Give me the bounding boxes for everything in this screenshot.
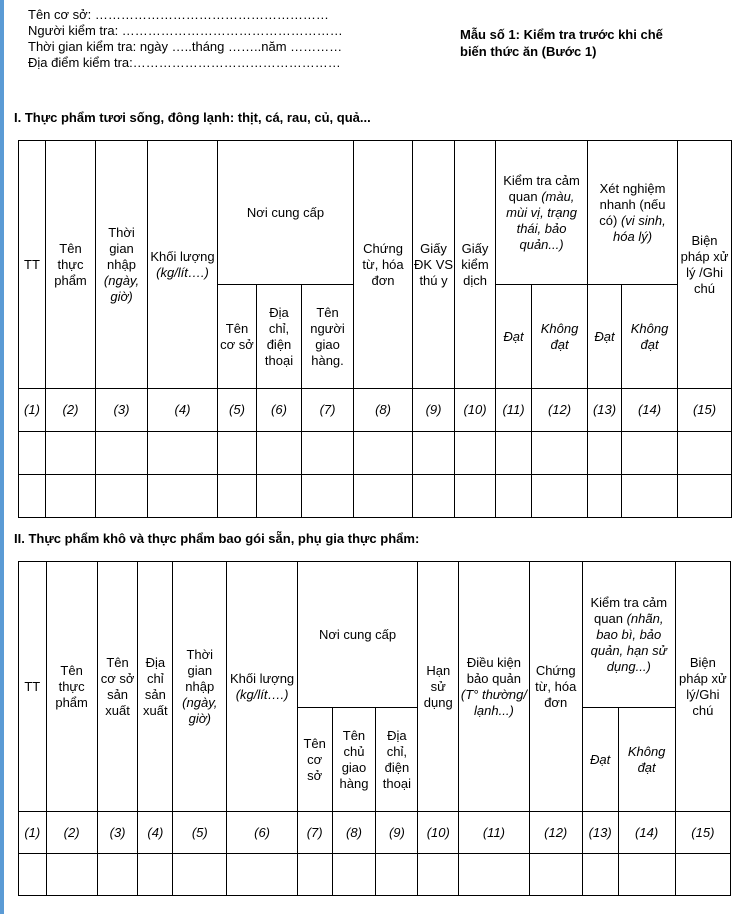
header-rapid-test <box>588 141 678 285</box>
column-number: (10) <box>418 812 459 854</box>
header-sensory-check-note: (màu, mùi vị, trạng thái, bảo quản...) <box>506 188 577 252</box>
header-remedy: Biện pháp xử lý/Ghi chú <box>675 562 730 812</box>
header-facility-name: Tên cơ sở <box>297 708 332 812</box>
empty-cell[interactable] <box>413 432 455 475</box>
header-quarantine: Giấy kiểm dịch <box>455 141 496 389</box>
column-number-row <box>19 812 731 854</box>
header-address-phone: Địa chỉ, điện thoại <box>257 285 302 389</box>
header-import-time-note: (ngày, giờ) <box>103 272 140 304</box>
header-delivery-owner: Tên chủ giao hàng <box>332 708 376 812</box>
header-supplier: Nơi cung cấp <box>297 562 418 708</box>
form-info-block <box>28 7 343 71</box>
header-address-phone: Địa chỉ, điện thoại <box>376 708 418 812</box>
empty-cell[interactable] <box>46 854 97 896</box>
header-sensory-fail: Không đạt <box>618 708 675 812</box>
empty-cell[interactable] <box>218 432 257 475</box>
column-number: (13) <box>582 812 618 854</box>
header-import-time-label: Thời gian nhập <box>107 224 136 272</box>
column-number-row <box>19 389 732 432</box>
empty-cell[interactable] <box>46 475 96 518</box>
column-number: (5) <box>218 389 257 432</box>
header-tt: TT <box>19 562 47 812</box>
empty-cell[interactable] <box>257 432 302 475</box>
header-import-time <box>96 141 148 389</box>
header-storage-condition-note: (T° thường/ lạnh...) <box>460 686 527 718</box>
header-vet-registration: Giấy ĐK VS thú y <box>413 141 455 389</box>
column-number: (6) <box>257 389 302 432</box>
inspection-time-line: Thời gian kiểm tra: ngày …..tháng ……..năm ………… <box>28 39 343 54</box>
header-sensory-check <box>582 562 675 708</box>
header-invoice: Chứng từ, hóa đơn <box>529 562 582 812</box>
header-sensory-pass: Đạt <box>582 708 618 812</box>
empty-cell[interactable] <box>455 475 496 518</box>
column-number: (5) <box>173 812 227 854</box>
header-tt: TT <box>19 141 46 389</box>
column-number: (2) <box>46 812 97 854</box>
section1-table <box>18 140 732 518</box>
header-weight-note: (kg/lít….) <box>235 686 289 702</box>
column-number: (1) <box>19 389 46 432</box>
header-weight-label: Khối lượng <box>229 670 295 686</box>
column-number: (11) <box>459 812 529 854</box>
header-weight <box>227 562 297 812</box>
column-number: (12) <box>532 389 588 432</box>
column-number: (8) <box>332 812 376 854</box>
header-rapid-test-note: (vi sinh, hóa lý) <box>613 212 666 244</box>
column-number: (13) <box>588 389 622 432</box>
form-title-line2: biến thức ăn (Bước 1) <box>460 44 597 59</box>
header-sensory-check <box>496 141 588 285</box>
section2-title: II. Thực phẩm khô và thực phẩm bao gói sẵn, phụ gia thực phẩm: <box>14 531 420 546</box>
empty-cell[interactable] <box>529 854 582 896</box>
column-number: (9) <box>376 812 418 854</box>
table-row <box>19 432 732 475</box>
section1-title: I. Thực phẩm tươi sống, đông lạnh: thịt, cá, rau, củ, quả... <box>14 110 371 125</box>
header-sensory-fail: Không đạt <box>532 285 588 389</box>
empty-cell[interactable] <box>459 854 529 896</box>
table-row <box>19 854 731 896</box>
table-row <box>19 475 732 518</box>
empty-cell[interactable] <box>496 475 532 518</box>
header-manufacturer-address: Địa chỉ sản xuất <box>138 562 173 812</box>
header-supplier: Nơi cung cấp <box>218 141 354 285</box>
empty-cell[interactable] <box>19 475 46 518</box>
empty-cell[interactable] <box>678 432 732 475</box>
empty-cell[interactable] <box>678 475 732 518</box>
header-food-name: Tên thực phẩm <box>46 562 97 812</box>
header-facility-name: Tên cơ sở <box>218 285 257 389</box>
empty-cell[interactable] <box>332 854 376 896</box>
inspector-line: Người kiểm tra: …………………………………………… <box>28 23 343 38</box>
empty-cell[interactable] <box>302 475 354 518</box>
empty-cell[interactable] <box>354 475 413 518</box>
column-number: (14) <box>618 812 675 854</box>
header-import-time <box>173 562 227 812</box>
header-remedy: Biện pháp xử lý /Ghi chú <box>678 141 732 389</box>
header-manufacturer: Tên cơ sở sản xuất <box>97 562 138 812</box>
empty-cell[interactable] <box>455 432 496 475</box>
empty-cell[interactable] <box>19 432 46 475</box>
header-delivery-person: Tên người giao hàng. <box>302 285 354 389</box>
empty-cell[interactable] <box>418 854 459 896</box>
empty-cell[interactable] <box>622 475 678 518</box>
header-storage-condition <box>459 562 529 812</box>
header-test-pass: Đạt <box>588 285 622 389</box>
header-expiry: Hạn sử dụng <box>418 562 459 812</box>
empty-cell[interactable] <box>618 854 675 896</box>
header-import-time-note: (ngày, giờ) <box>182 694 218 726</box>
column-number: (7) <box>302 389 354 432</box>
column-number: (14) <box>622 389 678 432</box>
empty-cell[interactable] <box>218 475 257 518</box>
column-number: (15) <box>675 812 730 854</box>
header-storage-condition-label: Điều kiện bảo quản <box>466 654 522 686</box>
column-number: (3) <box>96 389 148 432</box>
header-import-time-label: Thời gian nhập <box>185 646 215 694</box>
column-number: (3) <box>97 812 138 854</box>
empty-cell[interactable] <box>588 432 622 475</box>
empty-cell[interactable] <box>148 475 218 518</box>
column-number: (12) <box>529 812 582 854</box>
empty-cell[interactable] <box>138 854 173 896</box>
section2-table <box>18 561 731 896</box>
empty-cell[interactable] <box>582 854 618 896</box>
empty-cell[interactable] <box>19 854 47 896</box>
form-title-line1: Mẫu số 1: Kiểm tra trước khi chế <box>460 27 663 42</box>
header-sensory-check-label: Kiểm tra cảm quan <box>590 594 668 626</box>
column-number: (2) <box>46 389 96 432</box>
left-accent-bar <box>0 0 4 914</box>
empty-cell[interactable] <box>227 854 297 896</box>
header-sensory-pass: Đạt <box>496 285 532 389</box>
header-sensory-check-label: Kiểm tra cảm quan <box>503 172 580 204</box>
inspection-location-line: Địa điểm kiểm tra:………………………………………… <box>28 55 341 70</box>
header-rapid-test-label: Xét nghiệm nhanh (nếu có) <box>599 180 666 228</box>
column-number: (4) <box>148 389 218 432</box>
empty-cell[interactable] <box>96 432 148 475</box>
form-title <box>460 26 730 60</box>
column-number: (9) <box>413 389 455 432</box>
column-number: (15) <box>678 389 732 432</box>
empty-cell[interactable] <box>532 475 588 518</box>
empty-cell[interactable] <box>257 475 302 518</box>
empty-cell[interactable] <box>413 475 455 518</box>
empty-cell[interactable] <box>354 432 413 475</box>
header-sensory-check-note: (nhãn, bao bì, bảo quản, hạn sử dụng...) <box>590 610 667 674</box>
header-food-name: Tên thực phẩm <box>46 141 96 389</box>
empty-cell[interactable] <box>302 432 354 475</box>
empty-cell[interactable] <box>675 854 730 896</box>
column-number: (4) <box>138 812 173 854</box>
facility-name-line: Tên cơ sở: ……………………………………………… <box>28 7 329 22</box>
empty-cell[interactable] <box>532 432 588 475</box>
header-weight-note: (kg/lít….) <box>156 264 209 280</box>
column-number: (6) <box>227 812 297 854</box>
empty-cell[interactable] <box>173 854 227 896</box>
empty-cell[interactable] <box>297 854 332 896</box>
empty-cell[interactable] <box>376 854 418 896</box>
header-weight <box>148 141 218 389</box>
empty-cell[interactable] <box>46 432 96 475</box>
empty-cell[interactable] <box>96 475 148 518</box>
empty-cell[interactable] <box>588 475 622 518</box>
column-number: (11) <box>496 389 532 432</box>
empty-cell[interactable] <box>622 432 678 475</box>
column-number: (1) <box>19 812 47 854</box>
column-number: (8) <box>354 389 413 432</box>
empty-cell[interactable] <box>97 854 138 896</box>
header-test-fail: Không đạt <box>622 285 678 389</box>
header-invoice: Chứng từ, hóa đơn <box>354 141 413 389</box>
empty-cell[interactable] <box>148 432 218 475</box>
header-weight-label: Khối lượng <box>150 248 215 264</box>
column-number: (10) <box>455 389 496 432</box>
column-number: (7) <box>297 812 332 854</box>
empty-cell[interactable] <box>496 432 532 475</box>
